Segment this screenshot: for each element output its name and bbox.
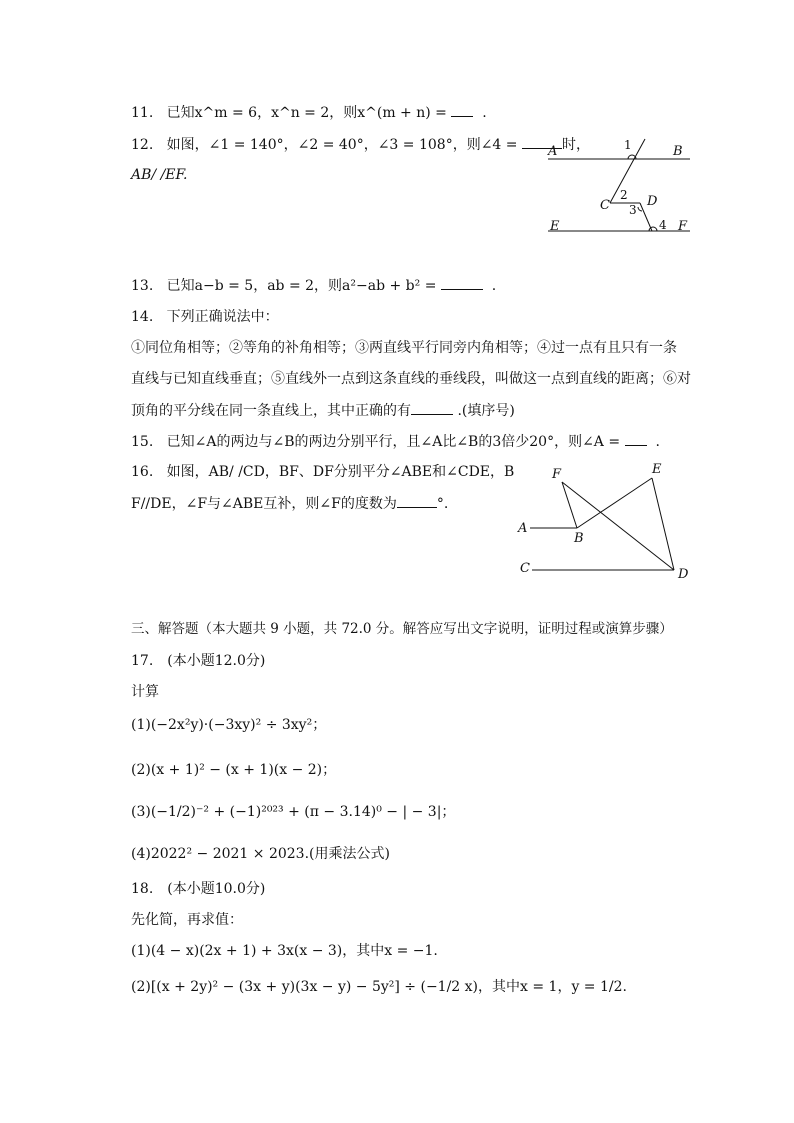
question-14 <box>131 308 279 326</box>
label-B: B <box>673 144 683 159</box>
question-17-header: 17. (本小题12.0分) <box>131 653 266 669</box>
question-text: 如图，∠1 = 140°，∠2 = 40°，∠3 = 108°，则∠4 = <box>166 137 522 153</box>
question-16-line-2 <box>131 494 448 513</box>
question-18-item-1: (1)(4 − x)(2x + 1) + 3x(x − 3)，其中x = −1. <box>131 943 438 959</box>
question-number: 12. <box>131 137 154 153</box>
section-3-heading: 三、解答题（本大题共 9 小题，共 72.0 分。解答应写出文字说明，证明过程或演算步骤） <box>131 621 673 637</box>
label-F: F <box>552 467 562 482</box>
question-title: 下列正确说法中： <box>166 309 279 325</box>
question-end: . <box>482 105 487 121</box>
question-11 <box>131 103 487 122</box>
question-18-title: 先化简，再求值： <box>131 912 243 928</box>
label-angle-2: 2 <box>620 188 628 202</box>
label-E: E <box>550 219 560 234</box>
question-text: F//DE，∠F与∠ABE互补，则∠F的度数为 <box>131 496 397 512</box>
question-text-end: 时， <box>561 137 590 153</box>
question-16 <box>131 463 514 481</box>
question-14-line-3 <box>131 401 515 420</box>
question-18-header: 18. (本小题10.0分) <box>131 881 266 897</box>
question-text-end: °. <box>436 496 449 512</box>
question-17-item-4: (4)2022² − 2021 × 2023.(用乘法公式) <box>131 846 390 862</box>
answer-blank[interactable] <box>625 432 647 446</box>
label-E: E <box>652 462 662 477</box>
question-text: AB/ /EF. <box>131 167 188 183</box>
question-number: 15. <box>131 434 154 450</box>
question-17-title: 计算 <box>131 684 159 700</box>
question-text: 顶角的平分线在同一条直线上，其中正确的有 <box>131 403 411 419</box>
label-B: B <box>574 531 584 546</box>
label-D: D <box>647 194 658 209</box>
question-number: 11. <box>131 105 154 121</box>
question-number: 13. <box>131 278 154 294</box>
question-15 <box>131 432 660 451</box>
figure-q16 <box>512 458 697 583</box>
question-number: 16. <box>131 464 154 480</box>
question-14-line-1: ①同位角相等；②等角的补角相等；③两直线平行同旁内角相等；④过一点有且只有一条 <box>131 340 677 356</box>
question-17-item-3: (3)(−1/2)⁻² + (−1)²⁰²³ + (π − 3.14)⁰ − | − 3|； <box>131 804 456 820</box>
question-12-line-2 <box>131 166 188 184</box>
answer-blank[interactable] <box>441 276 483 290</box>
question-14-line-2: 直线与已知直线垂直；⑤直线外一点到这条直线的垂线段，叫做这一点到直线的距离；⑥对 <box>131 371 691 387</box>
question-text: 如图，AB/ /CD，BF、DF分别平分∠ABE和∠CDE，B <box>166 464 515 480</box>
question-text: 已知a−b = 5，ab = 2，则a²−ab + b² = <box>166 278 441 294</box>
label-C: C <box>600 198 610 213</box>
question-12 <box>131 135 590 154</box>
label-angle-4: 4 <box>659 218 667 232</box>
question-end: . <box>491 278 497 294</box>
question-text-end: .(填序号) <box>457 403 515 419</box>
figure-q12 <box>540 135 700 240</box>
question-number: 14. <box>131 309 154 325</box>
question-17-item-1: (1)(−2x²y)·(−3xy)² ÷ 3xy²； <box>131 717 327 733</box>
label-D: D <box>678 567 689 582</box>
question-text: 已知∠A的两边与∠B的两边分别平行，且∠A比∠B的3倍少20°，则∠A = <box>166 434 625 450</box>
answer-blank[interactable] <box>451 103 473 117</box>
question-17-item-2: (2)(x + 1)² − (x + 1)(x − 2)； <box>131 762 337 778</box>
question-text: 已知x^m = 6，x^n = 2，则x^(m + n) = <box>166 105 452 121</box>
answer-blank[interactable] <box>411 401 453 415</box>
label-C: C <box>520 561 530 576</box>
label-A: A <box>548 144 558 159</box>
question-13 <box>131 276 496 295</box>
question-18-item-2: (2)[(x + 2y)² − (3x + y)(3x − y) − 5y²] ÷ (−1/2 x)，其中x = 1，y = 1/2. <box>131 979 627 995</box>
question-end: . <box>655 434 660 450</box>
label-angle-1: 1 <box>624 138 632 152</box>
label-F: F <box>678 219 688 234</box>
label-angle-3: 3 <box>629 203 637 217</box>
label-A: A <box>518 521 528 536</box>
answer-blank[interactable] <box>397 494 437 508</box>
